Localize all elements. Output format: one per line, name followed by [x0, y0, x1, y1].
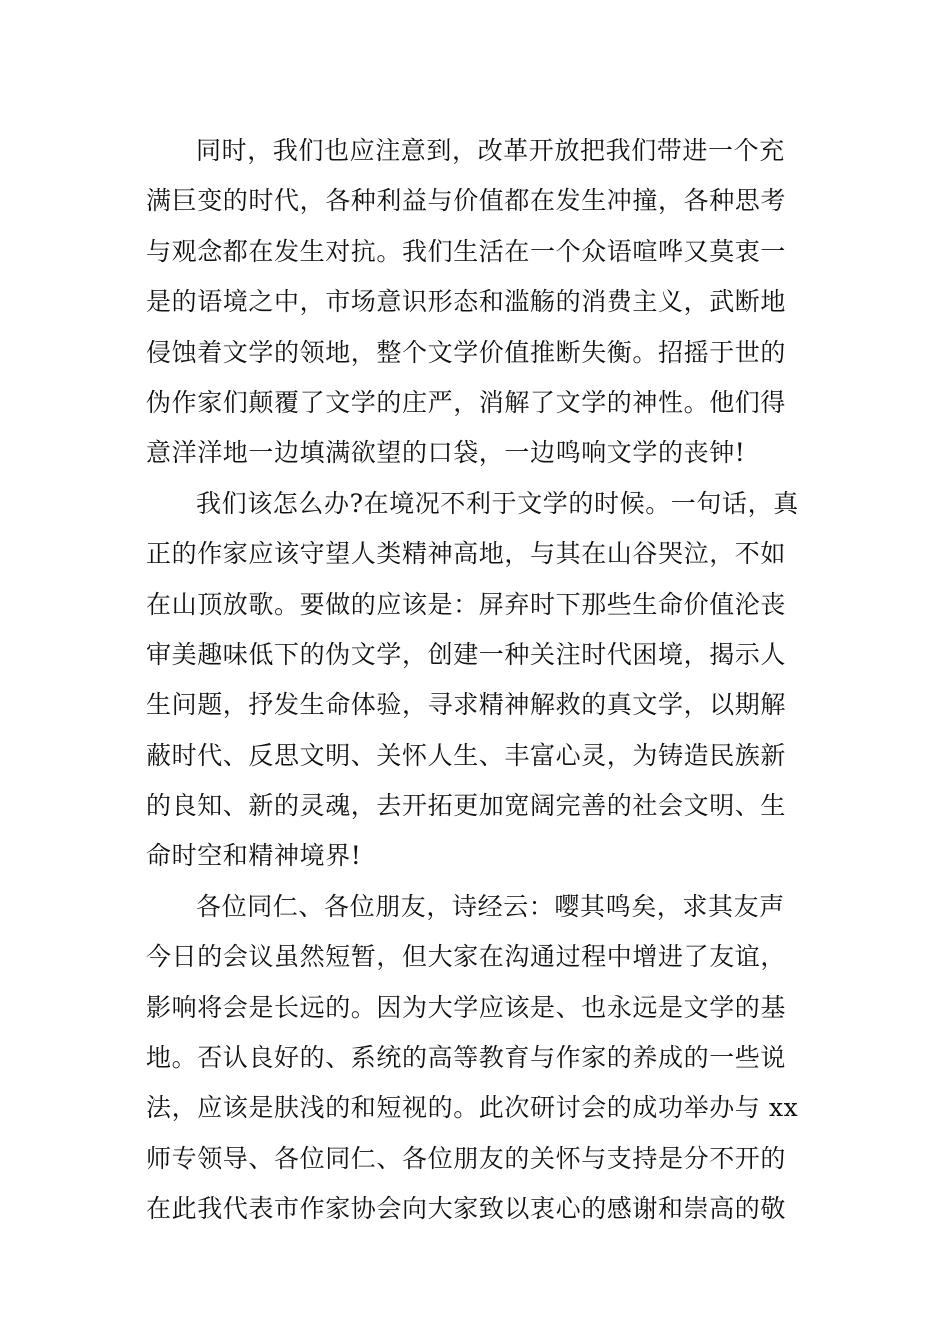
text-line: 蔽时代、反思文明、关怀人生、丰富心灵，为铸造民族新	[146, 740, 787, 770]
text-line: 地。否认良好的、系统的高等教育与作家的养成的一些说	[146, 1043, 787, 1073]
text-line: 满巨变的时代，各种利益与价值都在发生冲撞，各种思考	[146, 186, 787, 216]
text-line: 同时，我们也应注意到，改革开放把我们带进一个充	[196, 136, 785, 165]
text-line: 正的作家应该守望人类精神高地，与其在山谷哭泣，不如	[146, 539, 787, 569]
paragraph	[146, 126, 816, 479]
paragraph	[146, 479, 816, 882]
text-line: 今日的会议虽然短暂，但大家在沟通过程中增进了友谊，	[146, 942, 787, 972]
text-line: 侵蚀着文学的领地，整个文学价值推断失衡。招摇于世的	[146, 337, 787, 367]
text-line: 意洋洋地一边填满欲望的口袋，一边鸣响文学的丧钟!	[146, 438, 746, 468]
text-line: 与观念都在发生对抗。我们生活在一个众语喧哗又莫衷一	[146, 236, 787, 266]
document-body	[146, 126, 816, 1235]
text-line: 各位同仁、各位朋友，诗经云：嘤其鸣矣，求其友声	[196, 891, 785, 921]
text-line: 在山顶放歌。要做的应该是：屏弃时下那些生命价值沦丧	[146, 589, 787, 619]
paragraph	[146, 882, 816, 1235]
text-line: 影响将会是长远的。因为大学应该是、也永远是文学的基	[146, 992, 787, 1022]
text-line: 的良知、新的灵魂，去开拓更加宽阔完善的社会文明、生	[146, 791, 787, 821]
text-line: 伪作家们颠覆了文学的庄严，消解了文学的神性。他们得	[146, 387, 787, 417]
text-line: 生问题，抒发生命体验，寻求精神解救的真文学，以期解	[146, 690, 787, 720]
text-line: 审美趣味低下的伪文学，创建一种关注时代困境，揭示人	[146, 639, 787, 669]
text-line: 命时空和精神境界!	[146, 841, 362, 871]
text-line: 在此我代表市作家协会向大家致以衷心的感谢和崇高的敬	[146, 1194, 787, 1224]
text-line: 我们该怎么办?在境况不利于文学的时候。一句话，真	[196, 488, 799, 518]
text-line: 法，应该是肤浅的和短视的。此次研讨会的成功举办与 xx	[146, 1093, 799, 1123]
text-line: 师专领导、各位同仁、各位朋友的关怀与支持是分不开的	[146, 1143, 787, 1173]
text-line: 是的语境之中，市场意识形态和滥觞的消费主义，武断地	[146, 287, 787, 317]
